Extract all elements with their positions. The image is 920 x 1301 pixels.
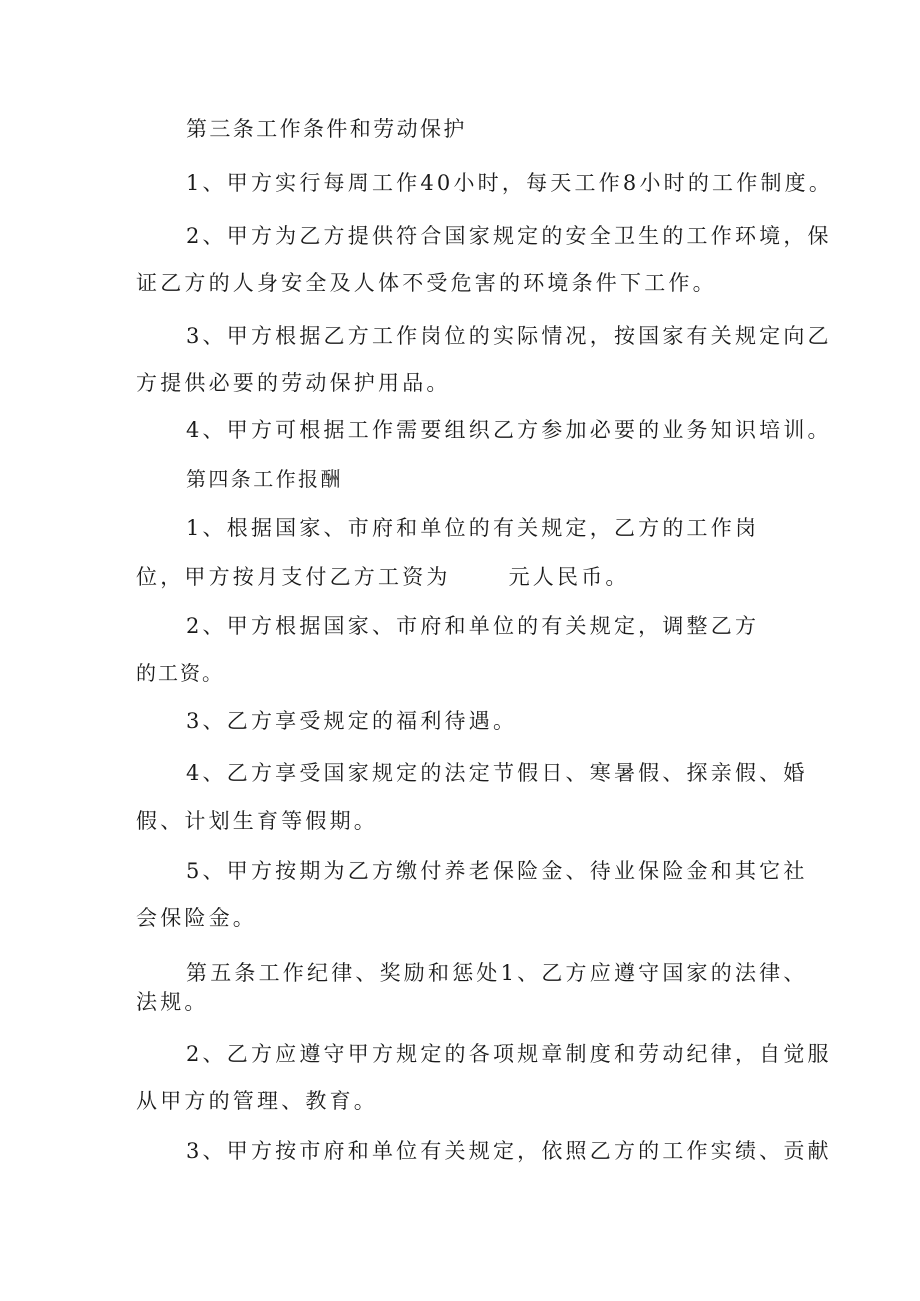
paragraph-line bbox=[136, 562, 630, 592]
paragraph-line: 会保险金。 bbox=[136, 906, 257, 930]
salary-text-before-blank: 位，甲方按月支付乙方工资为 bbox=[136, 565, 451, 589]
paragraph-line: 1、甲方实行每周工作40小时，每天工作8小时的工作制度。 bbox=[186, 171, 834, 195]
section-heading-5: 第五条工作纪律、奖励和惩处1、乙方应遵守国家的法律、 bbox=[186, 961, 808, 985]
paragraph-line: 假、计划生育等假期。 bbox=[136, 809, 378, 833]
paragraph-line: 方提供必要的劳动保护用品。 bbox=[136, 371, 451, 395]
paragraph-line: 2、甲方根据国家、市府和单位的有关规定，调整乙方 bbox=[186, 614, 760, 638]
section-heading-3: 第三条工作条件和劳动保护 bbox=[186, 117, 467, 141]
paragraph-line: 2、甲方为乙方提供符合国家规定的安全卫生的工作环境，保 bbox=[186, 224, 832, 248]
paragraph-line: 的工资。 bbox=[136, 661, 224, 685]
paragraph-line: 3、甲方按市府和单位有关规定，依照乙方的工作实绩、贡献 bbox=[186, 1139, 832, 1163]
paragraph-line: 3、乙方享受规定的福利待遇。 bbox=[186, 709, 518, 733]
paragraph-line: 5、甲方按期为乙方缴付养老保险金、待业保险金和其它社 bbox=[186, 859, 808, 883]
section-heading-4: 第四条工作报酬 bbox=[186, 467, 343, 491]
paragraph-line: 4、乙方享受国家规定的法定节假日、寒暑假、探亲假、婚 bbox=[186, 761, 808, 785]
salary-text-after-blank: 元人民币。 bbox=[508, 565, 630, 589]
paragraph-line: 3、甲方根据乙方工作岗位的实际情况，按国家有关规定向乙 bbox=[186, 324, 832, 348]
paragraph-line: 2、乙方应遵守甲方规定的各项规章制度和劳动纪律，自觉服 bbox=[186, 1042, 832, 1066]
paragraph-line: 从甲方的管理、教育。 bbox=[136, 1089, 378, 1113]
paragraph-line: 1、根据国家、市府和单位的有关规定，乙方的工作岗 bbox=[186, 516, 760, 540]
paragraph-line: 法规。 bbox=[136, 990, 209, 1014]
paragraph-line: 证乙方的人身安全及人体不受危害的环境条件下工作。 bbox=[136, 271, 717, 295]
paragraph-line: 4、甲方可根据工作需要组织乙方参加必要的业务知识培训。 bbox=[186, 418, 832, 442]
